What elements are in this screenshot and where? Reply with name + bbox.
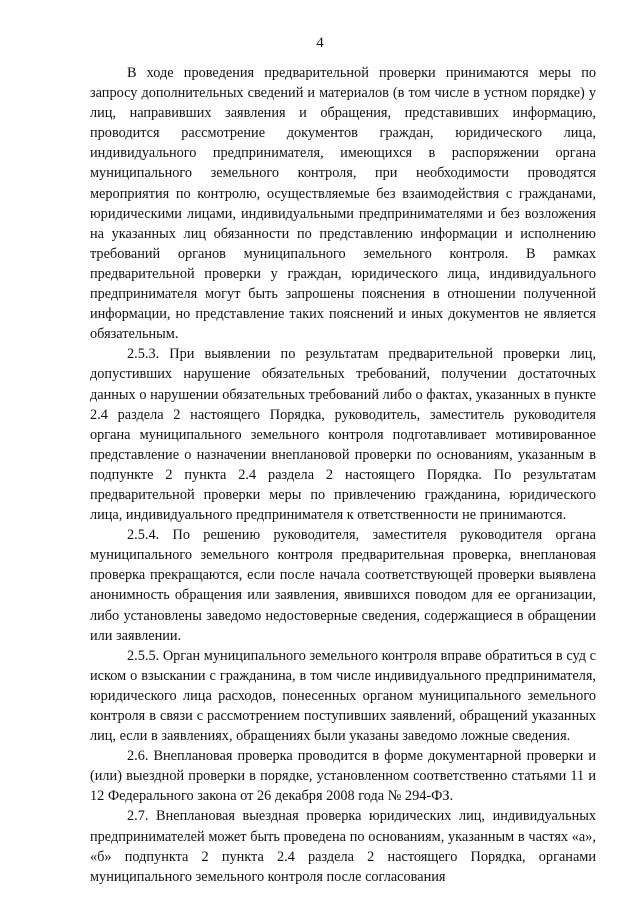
document-body <box>90 63 596 887</box>
page-number: 4 <box>316 35 324 51</box>
paragraph-2-5-4: 2.5.4. По решению руководителя, заместителя руководителя органа муниципального земельного контроля предварительная проверка, внеплановая проверка прекращаются, если после начала соответствующей проверки выявлена анонимность обращения или заявления, явившихся поводом для ее организации, либо установлены заведомо недостоверные сведения, содержащиеся в обращении или заявлении. <box>90 527 596 644</box>
paragraph-preliminary-check: В ходе проведения предварительной проверки принимаются меры по запросу дополнительных сведений и материалов (в том числе в устном порядке) у лиц, направивших заявления и обращения, представивших информацию, проводится рассмотрение документов граждан, юридического лица, индивидуального предпринимателя, имеющихся в распоряжении органа муниципального земельного контроля, при необходимости проводятся мероприятия по контролю, осуществляемые без взаимодействия с гражданами, юридическими лицами, индивидуальными предпринимателями и без возложения на указанных лиц обязанности по представлению информации и исполнению требований органов муниципального земельного контроля. В рамках предварительной проверки у граждан, юридического лица, индивидуального предпринимателя могут быть запрошены пояснения в отношении полученной информации, но представление таких пояснений и иных документов не является обязательным. <box>90 65 596 343</box>
paragraph-2-5-3: 2.5.3. При выявлении по результатам предварительной проверки лиц, допустивших нарушение обязательных требований, получении достаточных данных о нарушении обязательных требований либо о фактах, указанных в пункте 2.4 раздела 2 настоящего Порядка, руководитель, заместитель руководителя органа муниципального земельного контроля подготавливает мотивированное представление о назначении внеплановой проверки по основаниям, указанным в подпункте 2 пункта 2.4 раздела 2 настоящего Порядка. По результатам предварительной проверки меры по привлечению гражданина, юридического лица, индивидуального предпринимателя к ответственности не принимаются. <box>90 346 596 524</box>
paragraph-2-5-5: 2.5.5. Орган муниципального земельного контроля вправе обратиться в суд с иском о взыскании с гражданина, в том числе индивидуального предпринимателя, юридического лица расходов, понесенных органом муниципального земельного контроля в связи с рассмотрением поступивших заявлений, обращений указанных лиц, если в заявлениях, обращениях были указаны заведомо ложные сведения. <box>90 647 596 745</box>
paragraph-2-6: 2.6. Внеплановая проверка проводится в форме документарной проверки и (или) выездной проверки в порядке, установленном соответственно статьями 11 и 12 Федерального закона от 26 декабря 2008 года № 294-ФЗ. <box>90 748 596 805</box>
paragraph-2-7: 2.7. Внеплановая выездная проверка юридических лиц, индивидуальных предпринимателей может быть проведена по основаниям, указанным в частях «а», «б» подпункта 2 пункта 2.4 раздела 2 настоящего Порядка, органами муниципального земельного контроля после согласования <box>90 808 596 885</box>
